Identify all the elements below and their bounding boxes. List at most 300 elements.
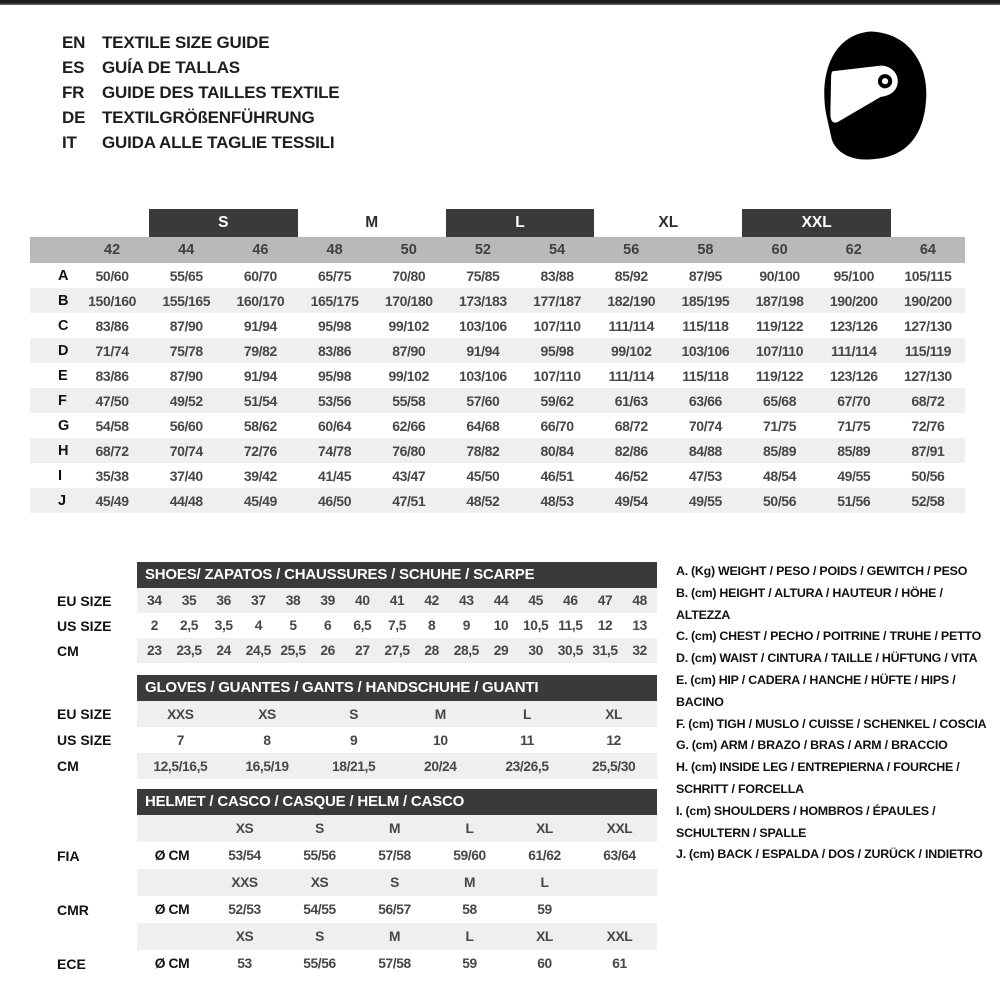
table-cell: L — [522, 706, 531, 722]
textile-size-table — [30, 209, 965, 513]
legend-item-text: WEIGHT / PESO / POIDS / GEWITCH / PESO — [717, 564, 968, 578]
legend-item-label: G. — [676, 738, 689, 753]
legend-item-text: BACK / ESPALDA / DOS / ZURÜCK / INDIETRO — [717, 847, 983, 862]
size-row — [30, 338, 965, 363]
legend-item-label: A. — [676, 564, 688, 578]
size-cell: 190/200 — [904, 292, 952, 309]
size-cell: 37/40 — [169, 467, 203, 484]
legend-item-text: CHEST / PECHO / POITRINE / TRUHE / PETTO — [719, 629, 982, 644]
table-cell: 42 — [424, 593, 439, 608]
table-row — [57, 923, 657, 950]
size-cell: 123/126 — [829, 367, 878, 384]
table-cell: M — [434, 706, 446, 722]
table-row-label — [57, 869, 137, 896]
size-cell: 87/90 — [392, 342, 426, 359]
size-cell: 103/106 — [459, 317, 507, 334]
table-cell: 52/53 — [228, 902, 261, 917]
size-cell: 39/42 — [243, 467, 277, 484]
table-cells — [137, 613, 657, 638]
size-row — [30, 288, 965, 313]
size-cell: 91/94 — [466, 342, 500, 359]
gloves-title-bar: GLOVES / GUANTES / GANTS / HANDSCHUHE / GUANTI — [137, 675, 657, 701]
size-group-bar: S — [149, 209, 297, 237]
size-group-bar: XXL — [742, 209, 890, 237]
measure-row-label: G — [58, 417, 70, 434]
language-title: TEXTILE SIZE GUIDE — [102, 32, 270, 52]
size-cell: 111/114 — [608, 317, 654, 334]
size-cell: 67/70 — [837, 392, 871, 409]
legend-item-unit: (cm) — [691, 738, 718, 753]
size-cell: 48/53 — [540, 492, 574, 509]
size-cell: 49/52 — [169, 392, 203, 409]
table-cell: XS — [258, 706, 276, 722]
table-cell: 43 — [459, 593, 474, 608]
table-cell: 40 — [355, 593, 370, 608]
size-cell: 99/102 — [388, 317, 429, 334]
table-cells — [137, 896, 657, 923]
size-cell: 46/50 — [318, 492, 352, 509]
size-row — [30, 488, 965, 513]
table-cell: S — [315, 821, 324, 836]
size-cell: 99/102 — [611, 342, 652, 359]
size-cell: 47/53 — [688, 467, 722, 484]
table-cell: 37 — [251, 593, 266, 608]
unit-cell: Ø CM — [154, 956, 190, 971]
legend-item-text: WAIST / CINTURA / TAILLE / HÜFTUNG / VITA — [719, 651, 978, 666]
table-row — [57, 869, 657, 896]
language-code: ES — [62, 57, 85, 77]
measure-row-label: I — [58, 467, 63, 484]
size-cell: 46/51 — [540, 467, 574, 484]
size-cell: 51/56 — [837, 492, 871, 509]
gloves-rows — [57, 701, 657, 779]
size-cell: 47/51 — [392, 492, 426, 509]
size-cell: 82/86 — [614, 442, 648, 459]
language-row — [62, 55, 339, 80]
table-cell: M — [388, 929, 401, 944]
language-title: GUIDE DES TAILLES TEXTILE — [102, 82, 340, 102]
language-title: TEXTILGRÖßENFÜHRUNG — [102, 107, 315, 127]
size-cell: 87/95 — [688, 267, 722, 284]
table-cell: XS — [235, 821, 254, 836]
size-cell: 115/118 — [682, 367, 729, 384]
size-cell: 62/66 — [392, 417, 426, 434]
size-cell: 75/85 — [466, 267, 500, 284]
table-cell: 32 — [632, 643, 647, 658]
legend-item-unit: (cm) — [691, 760, 717, 775]
size-cell: 99/102 — [388, 367, 429, 384]
size-cell: 43/47 — [392, 467, 426, 484]
size-cell: 111/114 — [830, 342, 877, 359]
table-cell: S — [390, 875, 399, 890]
table-cells — [137, 869, 657, 896]
table-cell: 6,5 — [353, 618, 372, 633]
size-cell: 49/54 — [614, 492, 648, 509]
size-row — [30, 388, 965, 413]
table-cell: 2 — [150, 618, 158, 633]
legend-item-label: B. — [676, 585, 688, 600]
size-cell: 83/86 — [95, 317, 129, 334]
size-cell: 68/72 — [614, 417, 648, 434]
size-cell: 55/65 — [169, 267, 203, 284]
table-cell: 30,5 — [557, 643, 583, 658]
table-cell: 2,5 — [180, 618, 198, 633]
size-cell: 103/106 — [681, 342, 730, 359]
helmet-table — [57, 789, 657, 977]
size-row — [30, 313, 965, 338]
legend-item-text: HIP / CADERA / HANCHE / HÜFTE / HIPS / BACINO — [676, 672, 956, 709]
size-cell: 74/78 — [318, 442, 352, 459]
table-row-label — [57, 815, 137, 842]
size-cell: 49/55 — [837, 467, 871, 484]
size-cell: 52/58 — [911, 492, 945, 509]
language-list — [62, 30, 339, 155]
size-cell: 75/78 — [169, 342, 203, 359]
language-row — [62, 105, 339, 130]
legend-item-unit: (cm) — [691, 585, 717, 600]
size-cell: 173/183 — [459, 292, 507, 309]
table-cell: 12 — [597, 618, 613, 633]
legend-item — [676, 626, 991, 648]
language-code: FR — [62, 82, 85, 102]
legend-item — [676, 801, 991, 845]
table-cell: 11,5 — [558, 618, 583, 633]
table-cell: 20/24 — [424, 758, 457, 774]
legend — [676, 561, 991, 866]
table-cell: 35 — [181, 593, 197, 608]
table-cell: 34 — [147, 593, 162, 608]
legend-item-label: I. — [676, 803, 683, 818]
size-cell: 83/86 — [318, 342, 352, 359]
legend-item-unit: (cm) — [685, 803, 711, 818]
measure-row-label: D — [58, 342, 69, 359]
size-row — [30, 363, 965, 388]
legend-item — [676, 583, 991, 627]
table-cell: 47 — [597, 593, 613, 608]
table-cell: 59/60 — [453, 848, 486, 863]
size-cell: 187/198 — [755, 292, 804, 309]
size-cell: 85/89 — [763, 442, 797, 459]
size-cell: 55/58 — [392, 392, 426, 409]
size-cell: 68/72 — [911, 392, 945, 409]
shoes-rows — [57, 588, 657, 663]
table-cells — [137, 950, 657, 977]
size-cell: 71/74 — [95, 342, 129, 359]
size-cell: 107/110 — [533, 317, 581, 334]
table-cells — [137, 638, 657, 663]
table-cell: M — [463, 875, 476, 890]
size-cell: 111/114 — [608, 367, 654, 384]
legend-item-text: SHOULDERS / HOMBROS / ÉPAULES / SCHULTERN / SPALLE — [676, 803, 936, 840]
table-cell: 23/26,5 — [505, 758, 549, 774]
table-cell: 3,5 — [214, 618, 233, 633]
legend-item-label: E. — [676, 672, 688, 687]
table-cell: S — [349, 706, 359, 722]
size-cell: 95/98 — [540, 342, 574, 359]
size-cell: 45/50 — [466, 467, 500, 484]
size-group-bar: L — [446, 209, 594, 237]
table-cell: 39 — [320, 593, 335, 608]
helmet-title-bar: HELMET / CASCO / CASQUE / HELM / CASCO — [137, 789, 657, 815]
table-row-label: EU SIZE — [57, 706, 112, 722]
size-cell: 95/98 — [318, 367, 352, 384]
legend-item-text: INSIDE LEG / ENTREPIERNA / FOURCHE / SCHRITT / FORCELLA — [676, 760, 960, 796]
table-cell: 55/56 — [303, 956, 336, 971]
table-cell: 25,5/30 — [592, 758, 636, 774]
table-row — [57, 638, 657, 663]
size-cell: 115/119 — [904, 342, 952, 359]
size-cell: 83/88 — [540, 267, 574, 284]
table-cell: M — [388, 821, 401, 836]
size-cell: 84/88 — [688, 442, 722, 459]
size-cell: 50/56 — [911, 467, 945, 484]
table-row — [57, 753, 657, 779]
table-cell: 10,5 — [523, 618, 549, 633]
size-cell: 119/122 — [756, 367, 804, 384]
table-cell: XXS — [231, 875, 258, 890]
table-cell: 61/62 — [528, 848, 561, 863]
size-cell: 91/94 — [243, 367, 277, 384]
size-row — [30, 413, 965, 438]
table-cell: 44 — [493, 593, 509, 608]
measure-row-label: J — [58, 492, 67, 509]
size-cell: 65/68 — [763, 392, 797, 409]
size-cell: 57/60 — [466, 392, 500, 409]
legend-item — [676, 844, 991, 866]
size-column-header: 62 — [845, 242, 862, 258]
table-cell: 10 — [493, 618, 509, 633]
size-cell: 56/60 — [169, 417, 203, 434]
table-cell: 45 — [528, 593, 543, 608]
table-cell: S — [315, 929, 324, 944]
unit-cell: Ø CM — [154, 848, 190, 863]
table-cell: 12 — [606, 732, 621, 748]
table-row-label: ECE — [57, 955, 86, 972]
table-cell: 54/55 — [303, 902, 336, 917]
size-cell: 115/118 — [682, 317, 729, 334]
legend-item-unit: (cm) — [691, 629, 717, 644]
table-cell: 61 — [612, 956, 627, 971]
size-column-header: 46 — [252, 242, 269, 258]
table-cell: 57/58 — [378, 848, 411, 863]
size-cell: 60/70 — [243, 267, 277, 284]
size-cell: 66/70 — [540, 417, 574, 434]
size-group-label: XL — [658, 214, 679, 231]
legend-item-label: H. — [676, 760, 688, 775]
table-cell: 59 — [462, 956, 477, 971]
table-cell: XL — [536, 929, 553, 944]
measure-row-label: C — [58, 317, 69, 334]
size-column-header: 54 — [549, 242, 566, 258]
size-column-header: 50 — [400, 242, 417, 258]
table-cell: 60 — [537, 956, 552, 971]
size-column-header: 56 — [623, 242, 640, 258]
size-cell: 58/62 — [243, 417, 277, 434]
table-row-label: CM — [57, 642, 79, 659]
table-row — [57, 588, 657, 613]
table-cell: 6 — [324, 618, 332, 633]
table-cell: 11 — [520, 732, 534, 748]
gloves-table — [57, 675, 657, 779]
language-code: EN — [62, 32, 86, 52]
legend-item-unit: (cm) — [690, 672, 716, 687]
legend-item-label: C. — [676, 629, 688, 644]
table-cell: 38 — [285, 593, 301, 608]
size-cell: 63/66 — [688, 392, 722, 409]
table-cell: 31,5 — [592, 643, 618, 658]
measure-row-label: E — [58, 367, 68, 384]
table-cell: XL — [605, 706, 623, 722]
legend-item — [676, 561, 991, 583]
table-cells — [137, 815, 657, 842]
table-cell: 26 — [320, 643, 335, 658]
table-row-label: EU SIZE — [57, 592, 112, 609]
table-row-label: FIA — [57, 847, 80, 864]
table-cell: XXS — [167, 706, 194, 722]
legend-item-text: HEIGHT / ALTURA / HAUTEUR / HÖHE / ALTEZZA — [676, 585, 943, 622]
table-cell: L — [465, 821, 474, 836]
size-cell: 90/100 — [759, 267, 800, 284]
table-cell: 29 — [493, 643, 509, 658]
table-row — [57, 815, 657, 842]
legend-item-label: F. — [676, 716, 686, 731]
legend-item — [676, 714, 991, 736]
size-cell: 150/160 — [88, 292, 136, 309]
size-cell: 83/86 — [95, 367, 129, 384]
legend-item-unit: (Kg) — [691, 564, 715, 578]
table-cell: 63/64 — [603, 848, 636, 863]
size-cell: 87/91 — [911, 442, 945, 459]
language-title: GUIDA ALLE TAGLIE TESSILI — [102, 132, 335, 152]
table-cell: 53/54 — [228, 848, 261, 863]
measure-row-label: H — [58, 442, 69, 459]
table-cell: XXL — [606, 929, 633, 944]
table-cell: L — [540, 875, 549, 890]
size-cell: 107/110 — [756, 342, 804, 359]
size-cell: 95/98 — [318, 317, 352, 334]
table-row — [57, 701, 657, 727]
size-column-header: 64 — [919, 242, 936, 258]
table-cell: 41 — [389, 593, 405, 608]
table-cell: 5 — [289, 618, 297, 633]
size-column-header-row — [30, 237, 965, 263]
size-cell: 95/100 — [833, 267, 874, 284]
size-cell: 107/110 — [533, 367, 581, 384]
language-code: IT — [62, 132, 77, 152]
table-cell: 24 — [216, 643, 231, 658]
size-cell: 160/170 — [236, 292, 285, 309]
legend-item-unit: (cm) — [691, 651, 717, 666]
table-cell: 55/56 — [303, 848, 336, 863]
language-code: DE — [62, 107, 86, 127]
table-cell: 30 — [528, 643, 543, 658]
table-row-label: CM — [57, 758, 79, 774]
size-cell: 91/94 — [243, 317, 277, 334]
size-cell: 71/75 — [837, 417, 871, 434]
legend-item-label: D. — [676, 651, 688, 666]
size-cell: 48/54 — [763, 467, 797, 484]
table-cell: 25,5 — [280, 643, 306, 658]
size-cell: 68/72 — [95, 442, 129, 459]
table-cell: XL — [536, 821, 553, 836]
size-cell: 47/50 — [95, 392, 129, 409]
measure-row-label: F — [58, 392, 67, 409]
size-cell: 64/68 — [466, 417, 500, 434]
legend-item-unit: (cm) — [688, 716, 714, 731]
table-cell: 4 — [254, 618, 262, 633]
size-row — [30, 438, 965, 463]
top-border-strip — [0, 0, 1000, 5]
size-cell: 54/58 — [95, 417, 129, 434]
size-cell: 190/200 — [829, 292, 878, 309]
table-row-label: US SIZE — [57, 617, 112, 634]
table-cell: 13 — [632, 618, 647, 633]
table-cell: 27 — [355, 643, 370, 658]
table-cell: 28 — [424, 643, 439, 658]
table-cell: 48 — [632, 593, 647, 608]
racing-helmet-icon — [797, 20, 939, 168]
table-cell: 7,5 — [388, 618, 406, 633]
table-cell: 28,5 — [453, 643, 479, 658]
size-cell: 76/80 — [392, 442, 426, 459]
size-cell: 78/82 — [466, 442, 500, 459]
table-row-label: US SIZE — [57, 732, 112, 748]
table-cell: 56/57 — [378, 902, 411, 917]
language-row — [62, 80, 339, 105]
table-cell: XXL — [606, 821, 633, 836]
size-cell: 60/64 — [318, 417, 352, 434]
table-cell: 12,5/16,5 — [153, 758, 208, 774]
table-cell: 53 — [237, 956, 252, 971]
table-cells — [137, 588, 657, 613]
size-column-header: 60 — [771, 242, 788, 258]
table-cell: 16,5/19 — [245, 758, 289, 774]
table-cell: 23,5 — [176, 643, 202, 658]
size-cell: 87/90 — [169, 367, 203, 384]
measure-row-label: B — [58, 292, 69, 309]
size-cell: 105/115 — [904, 267, 952, 284]
unit-cell: Ø CM — [154, 902, 190, 917]
table-row-label: CMR — [57, 901, 89, 918]
size-group-row — [30, 209, 965, 237]
language-row — [62, 30, 339, 55]
size-cell: 85/89 — [837, 442, 871, 459]
size-cell: 80/84 — [540, 442, 574, 459]
table-row — [57, 950, 657, 977]
size-cell: 87/90 — [169, 317, 203, 334]
table-row — [57, 896, 657, 923]
table-cells — [137, 842, 657, 869]
size-cell: 48/52 — [466, 492, 500, 509]
size-cell: 103/106 — [459, 367, 507, 384]
table-row — [57, 842, 657, 869]
size-cell: 45/49 — [243, 492, 277, 509]
size-cell: 44/48 — [169, 492, 203, 509]
size-cell: 70/74 — [688, 417, 722, 434]
size-cell: 72/76 — [911, 417, 945, 434]
size-cell: 155/165 — [162, 292, 211, 309]
table-cell: 18/21,5 — [332, 758, 376, 774]
size-column-header: 52 — [474, 242, 491, 258]
helmet-rows — [57, 815, 657, 977]
size-cell: 123/126 — [829, 317, 878, 334]
size-cell: 65/75 — [318, 267, 352, 284]
language-title: GUÍA DE TALLAS — [102, 57, 240, 77]
size-group-label: M — [365, 214, 379, 231]
size-cell: 53/56 — [318, 392, 352, 409]
size-cell: 70/80 — [392, 267, 426, 284]
size-cell: 45/49 — [95, 492, 129, 509]
